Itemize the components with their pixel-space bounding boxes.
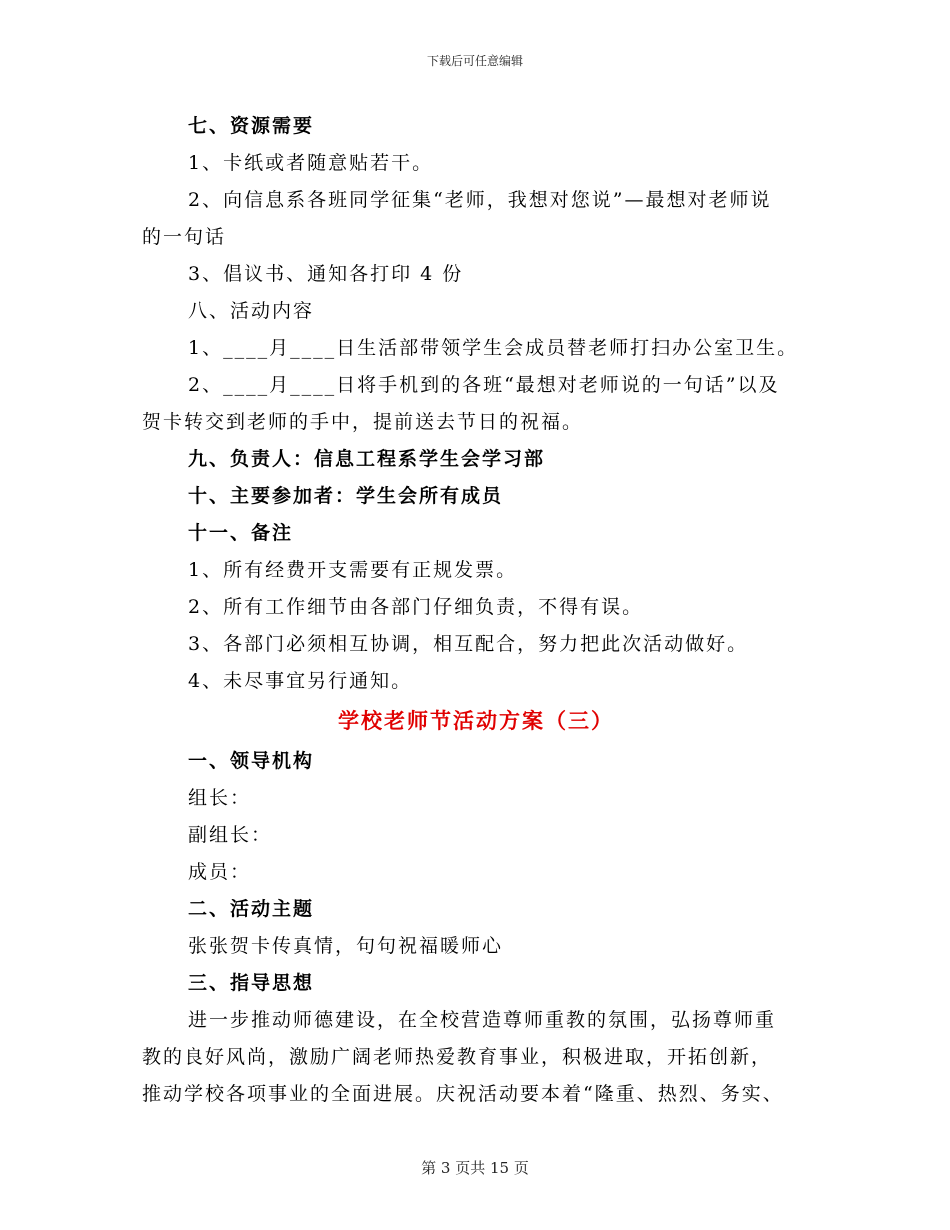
paragraph-line: 进一步推动师德建设，在全校营造尊师重教的氛围，弘扬尊师重 bbox=[188, 1009, 777, 1031]
paragraph-line: 1、____月____日生活部带领学生会成员替老师打扫办公室卫生。 bbox=[188, 337, 799, 359]
section-heading-resources: 七、资源需要 bbox=[188, 115, 315, 137]
paragraph-line: 3、倡议书、通知各打印 4 份 bbox=[188, 263, 464, 285]
document-section-title: 学校老师节活动方案（三） bbox=[338, 708, 614, 733]
section-heading-guiding-thought: 三、指导思想 bbox=[188, 972, 315, 994]
section-heading-participants: 十、主要参加者：学生会所有成员 bbox=[188, 485, 504, 507]
paragraph-line: 1、所有经费开支需要有正规发票。 bbox=[188, 559, 518, 581]
section-heading-notes: 十一、备注 bbox=[188, 522, 294, 544]
paragraph-line: 1、卡纸或者随意贴若干。 bbox=[188, 152, 434, 174]
paragraph-line: 2、向信息系各班同学征集“老师，我想对您说”—最想对老师说 bbox=[188, 189, 772, 211]
page-number: 第 3 页共 15 页 bbox=[421, 1159, 529, 1177]
paragraph-line: 成员： bbox=[188, 861, 252, 883]
paragraph-line: 的一句话 bbox=[142, 226, 227, 248]
paragraph-line: 教的良好风尚，激励广阔老师热爱教育事业，积极进取，开拓创新， bbox=[142, 1046, 773, 1068]
paragraph-line: 张张贺卡传真情，句句祝福暖师心 bbox=[188, 935, 504, 957]
paragraph-line: 3、各部门必须相互协调，相互配合，努力把此次活动做好。 bbox=[188, 633, 749, 655]
paragraph-line: 组长： bbox=[188, 787, 252, 809]
section-heading-activities: 八、活动内容 bbox=[188, 300, 315, 322]
paragraph-line: 2、所有工作细节由各部门仔细负责，不得有误。 bbox=[188, 596, 644, 618]
section-heading-responsible: 九、负责人：信息工程系学生会学习部 bbox=[188, 448, 546, 470]
page-header-note: 下载后可任意编辑 bbox=[426, 54, 523, 68]
paragraph-line: 4、未尽事宜另行通知。 bbox=[188, 670, 413, 692]
section-heading-leadership: 一、领导机构 bbox=[188, 750, 315, 772]
section-heading-theme: 二、活动主题 bbox=[188, 898, 315, 920]
paragraph-line: 推动学校各项事业的全面进展。庆祝活动要本着“隆重、热烈、务实、 bbox=[142, 1083, 784, 1105]
paragraph-line: 副组长： bbox=[188, 824, 273, 846]
paragraph-line: 2、____月____日将手机到的各班“最想对老师说的一句话”以及 bbox=[188, 374, 780, 396]
paragraph-line: 贺卡转交到老师的手中，提前送去节日的祝福。 bbox=[142, 411, 584, 433]
